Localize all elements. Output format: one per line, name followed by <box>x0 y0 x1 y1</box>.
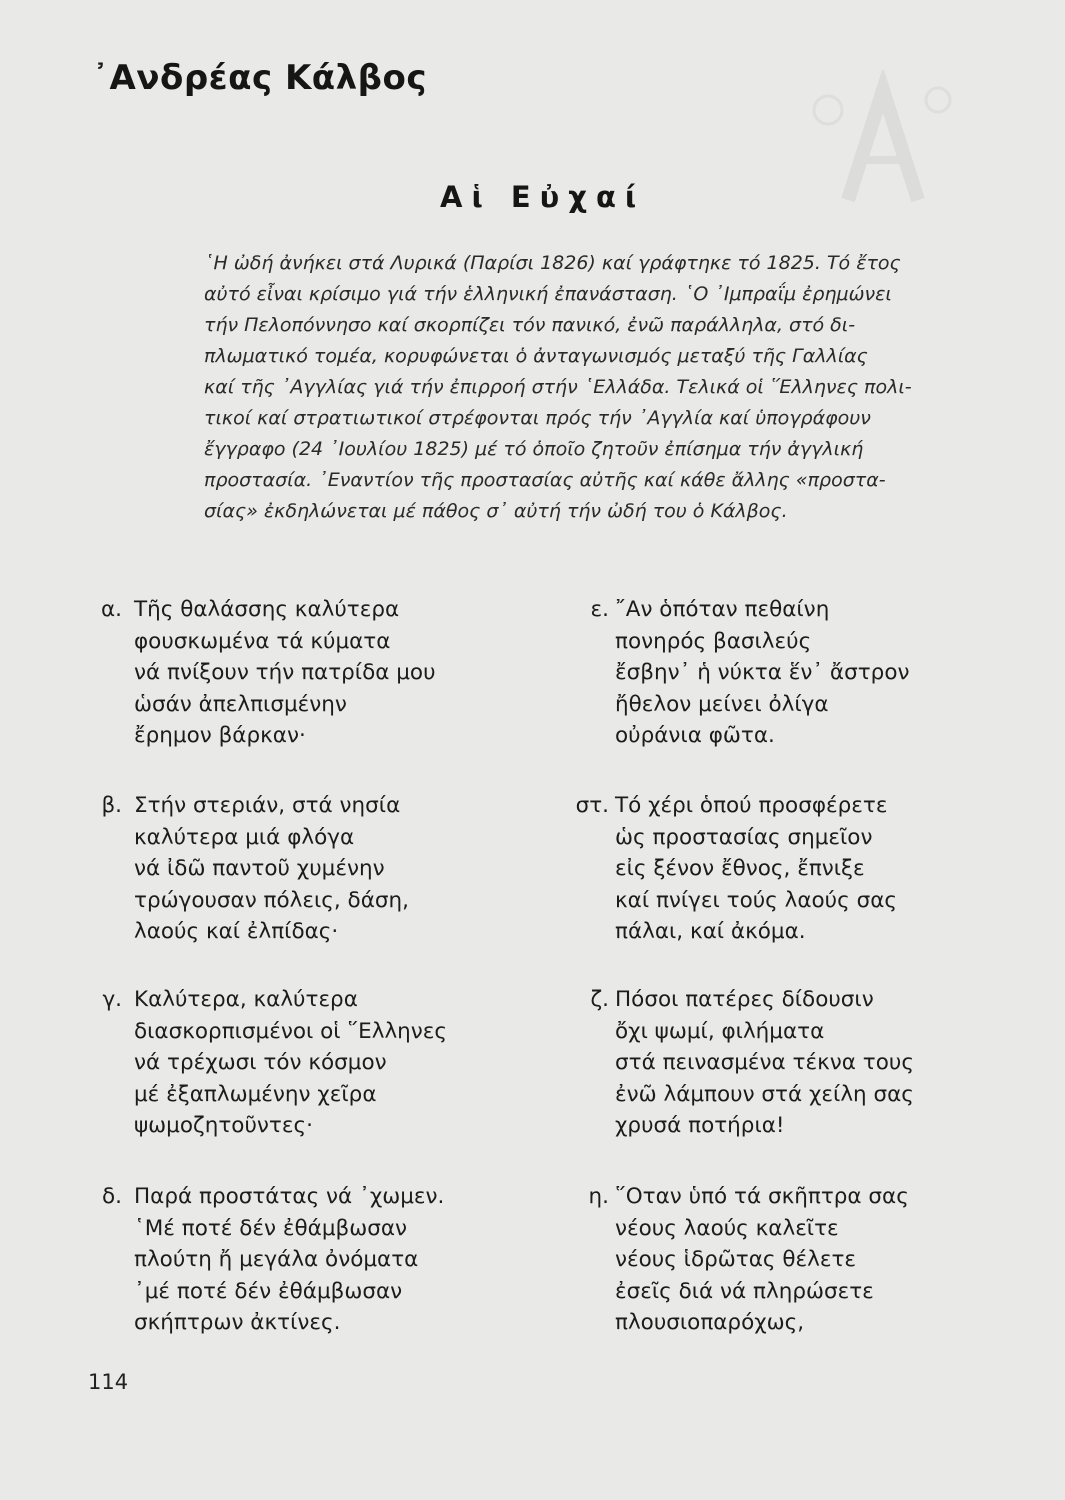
verse-line: ὄχι ψωμί, φιλήματα <box>615 1018 825 1044</box>
verse-line: νέους λαούς καλεῖτε <box>615 1215 839 1241</box>
intro-line: ῾Η ὠδή ἀνήκει στά Λυρικά (Παρίσι 1826) καί γράφτηκε τό 1825. Τό ἔτος <box>204 252 901 274</box>
ornament-icon <box>808 70 958 210</box>
verse-line: νά ἰδῶ παντοῦ χυμένην <box>134 856 385 882</box>
verse-line: εἰς ξένον ἔθνος, ἔπνιξε <box>615 856 865 882</box>
intro-line: πλωματικό τομέα, κορυφώνεται ὁ ἀνταγωνισμός μεταξύ τῆς Γαλλίας <box>204 345 868 367</box>
verse-line: Τό χέρι ὁπού προσφέρετε <box>615 793 888 818</box>
verse-line: καί πνίγει τούς λαούς σας <box>615 887 897 913</box>
verse-line: ἐνῶ λάμπουν στά χείλη σας <box>615 1081 914 1107</box>
stanza-label: β. <box>101 793 122 818</box>
verse-line: Τῆς θαλάσσης καλύτερα <box>134 597 400 622</box>
verse-line: ᾿μέ ποτέ δέν ἐθάμβωσαν <box>134 1278 403 1304</box>
verse-line: Στήν στεριάν, στά νησία <box>134 793 401 818</box>
verse-line: καλύτερα μιά φλόγα <box>134 824 355 850</box>
stanza-label: ζ. <box>590 987 609 1012</box>
intro-line: σίας» ἐκδηλώνεται μέ πάθος σ᾿ αὐτή τήν ὠδή του ὁ Κάλβος. <box>204 500 788 522</box>
intro-line: ἔγγραφο (24 ᾿Ιουλίου 1825) μέ τό ὁποῖο ζητοῦν ἐπίσημα τήν ἀγγλική <box>204 438 864 460</box>
verse-line: χρυσά ποτήρια! <box>615 1113 785 1139</box>
verse-line: πλούτη ἤ μεγάλα ὀνόματα <box>134 1247 419 1273</box>
stanza-label: ε. <box>590 597 609 622</box>
verse-line: Καλύτερα, καλύτερα <box>134 987 358 1012</box>
verse-line: ἤθελον μείνει ὀλίγα <box>615 691 829 717</box>
verse-line: Παρά προστάτας νά ᾿χωμεν. <box>134 1184 445 1209</box>
verse-line: ῾Μέ ποτέ δέν ἐθάμβωσαν <box>134 1215 408 1241</box>
verse-line: ἔσβην᾿ ἡ νύκτα ἕν᾿ ἄστρον <box>615 660 910 686</box>
intro-line: καί τῆς ᾿Αγγλίας γιά τήν ἐπιρροή στήν ῾Ελλάδα. Τελικά οἱ ῞Ελληνες πολι- <box>204 376 912 398</box>
verse-line: λαούς καί ἐλπίδας· <box>134 919 339 945</box>
stanza-label: στ. <box>575 793 609 818</box>
verse-line: ψωμοζητοῦντες· <box>134 1113 313 1139</box>
verse-line: πονηρός βασιλεύς <box>615 628 812 654</box>
verse-line: πάλαι, καί ἀκόμα. <box>615 919 806 945</box>
verse-line: σκήπτρων ἀκτίνες. <box>134 1310 341 1336</box>
intro-line: τικοί καί στρατιωτικοί στρέφονται πρός τήν ᾿Αγγλία καί ὑπογράφουν <box>204 407 871 429</box>
verse-line: νά τρέχωσι τόν κόσμον <box>134 1050 387 1076</box>
stanza-label: α. <box>100 597 122 622</box>
verse-line: φουσκωμένα τά κύματα <box>134 628 391 654</box>
intro-paragraph <box>204 248 964 527</box>
page-number: 114 <box>88 1370 129 1394</box>
stanza-label: η. <box>588 1184 609 1209</box>
poem-title: Αἱ Εὐχαί <box>440 180 646 214</box>
intro-line: προστασία. ᾿Εναντίον τῆς προστασίας αὐτῆς καί κάθε ἄλλης «προστα- <box>204 469 886 491</box>
intro-line: τήν Πελοπόννησο καί σκορπίζει τόν πανικό, ἐνῶ παράλληλα, στό δι- <box>204 314 856 336</box>
stanza-label: δ. <box>102 1184 122 1209</box>
verse-line: ῞Οταν ὑπό τά σκῆπτρα σας <box>615 1184 909 1209</box>
verse-line: ῎Αν ὁπόταν πεθαίνη <box>615 597 830 622</box>
verse-line: νά πνίξουν τήν πατρίδα μου <box>134 660 436 686</box>
intro-line: αὐτό εἶναι κρίσιμο γιά τήν ἑλληνική ἐπανάσταση. ῾Ο ᾿Ιμπραΐμ ἐρημώνει <box>204 283 892 305</box>
verse-line: ὡσάν ἀπελπισμένην <box>134 691 347 717</box>
stanza-label: γ. <box>102 987 122 1012</box>
verse-line: στά πεινασμένα τέκνα τους <box>615 1050 914 1076</box>
verse-line: ὡς προστασίας σημεῖον <box>615 824 873 850</box>
verse-line: διασκορπισμένοι οἱ ῞Ελληνες <box>134 1018 448 1044</box>
verse-line: πλουσιοπαρόχως, <box>615 1310 805 1336</box>
verse-line: μέ ἐξαπλωμένην χεῖρα <box>134 1081 377 1107</box>
verse-line: οὐράνια φῶτα. <box>615 723 775 749</box>
verse-line: ἔρημον βάρκαν· <box>134 723 306 749</box>
verse-line: ἐσεῖς διά νά πληρώσετε <box>615 1278 874 1304</box>
verse-line: Πόσοι πατέρες δίδουσιν <box>615 987 874 1012</box>
verse-line: τρώγουσαν πόλεις, δάση, <box>134 887 409 913</box>
verse-line: νέους ἱδρῶτας θέλετε <box>615 1247 857 1273</box>
author-heading: ᾿Ανδρέας Κάλβος <box>92 58 428 98</box>
